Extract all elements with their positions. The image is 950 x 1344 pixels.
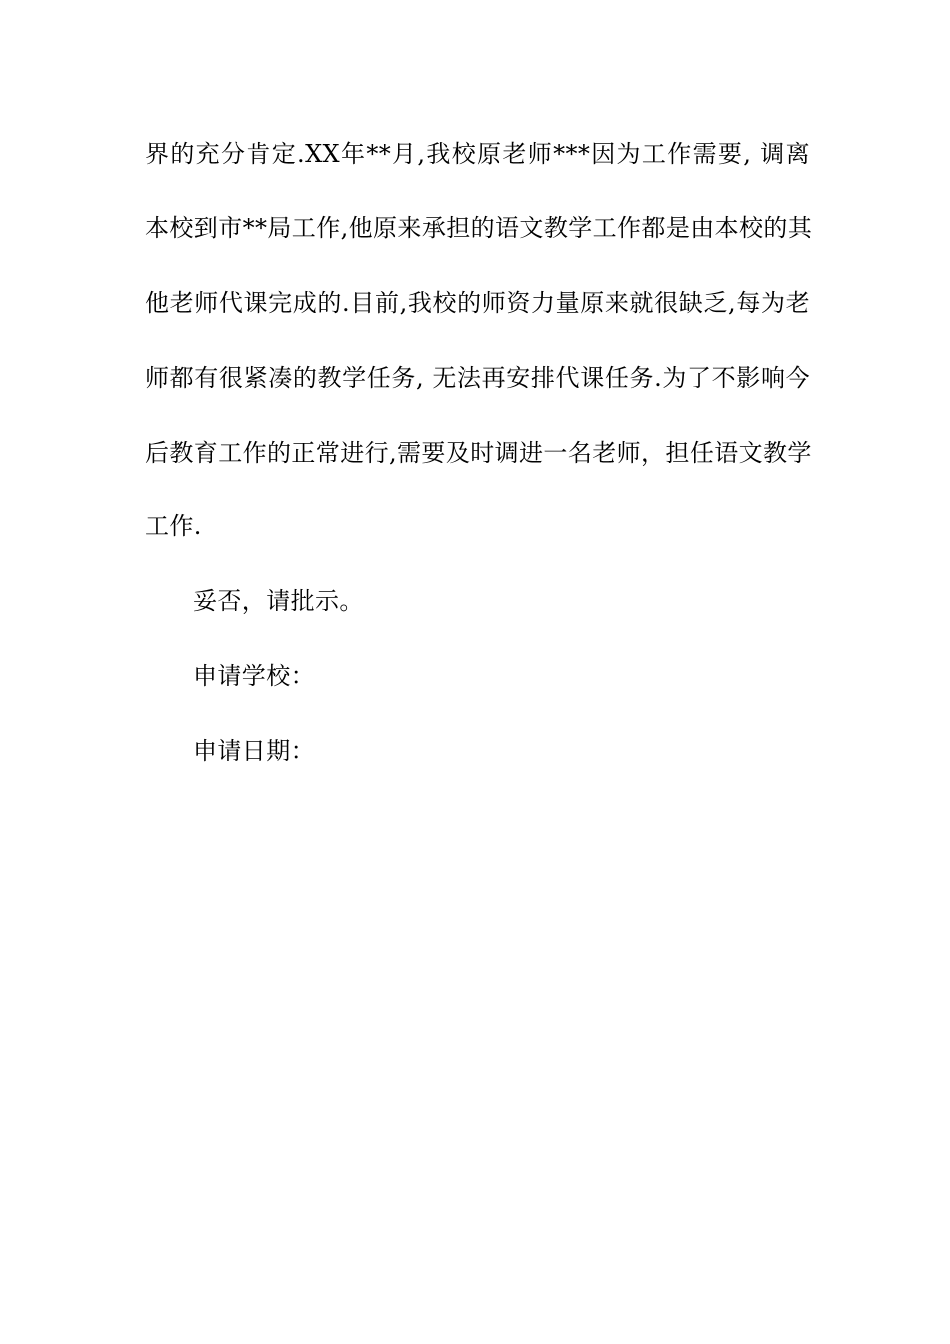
applicant-school-label: 申请学校： (193, 662, 315, 690)
application-date-label: 申请日期： (193, 737, 315, 765)
closing-line: 妥否，请批示。 (193, 587, 364, 615)
paragraph-line: 他老师代课完成的.目前,我校的师资力量原来就很缺乏,每为老 (145, 289, 810, 317)
paragraph-line: 界的充分肯定.XX年**月,我校原老师***因为工作需要, 调离 (145, 140, 810, 168)
paragraph-line: 后教育工作的正常进行,需要及时调进一名老师，担任语文教学 (145, 439, 812, 467)
paragraph-line: 师都有很紧凑的教学任务, 无法再安排代课任务.为了不影响今 (145, 364, 810, 392)
paragraph-line: 工作. (145, 512, 202, 540)
paragraph-line: 本校到市**局工作,他原来承担的语文教学工作都是由本校的其 (145, 214, 813, 242)
